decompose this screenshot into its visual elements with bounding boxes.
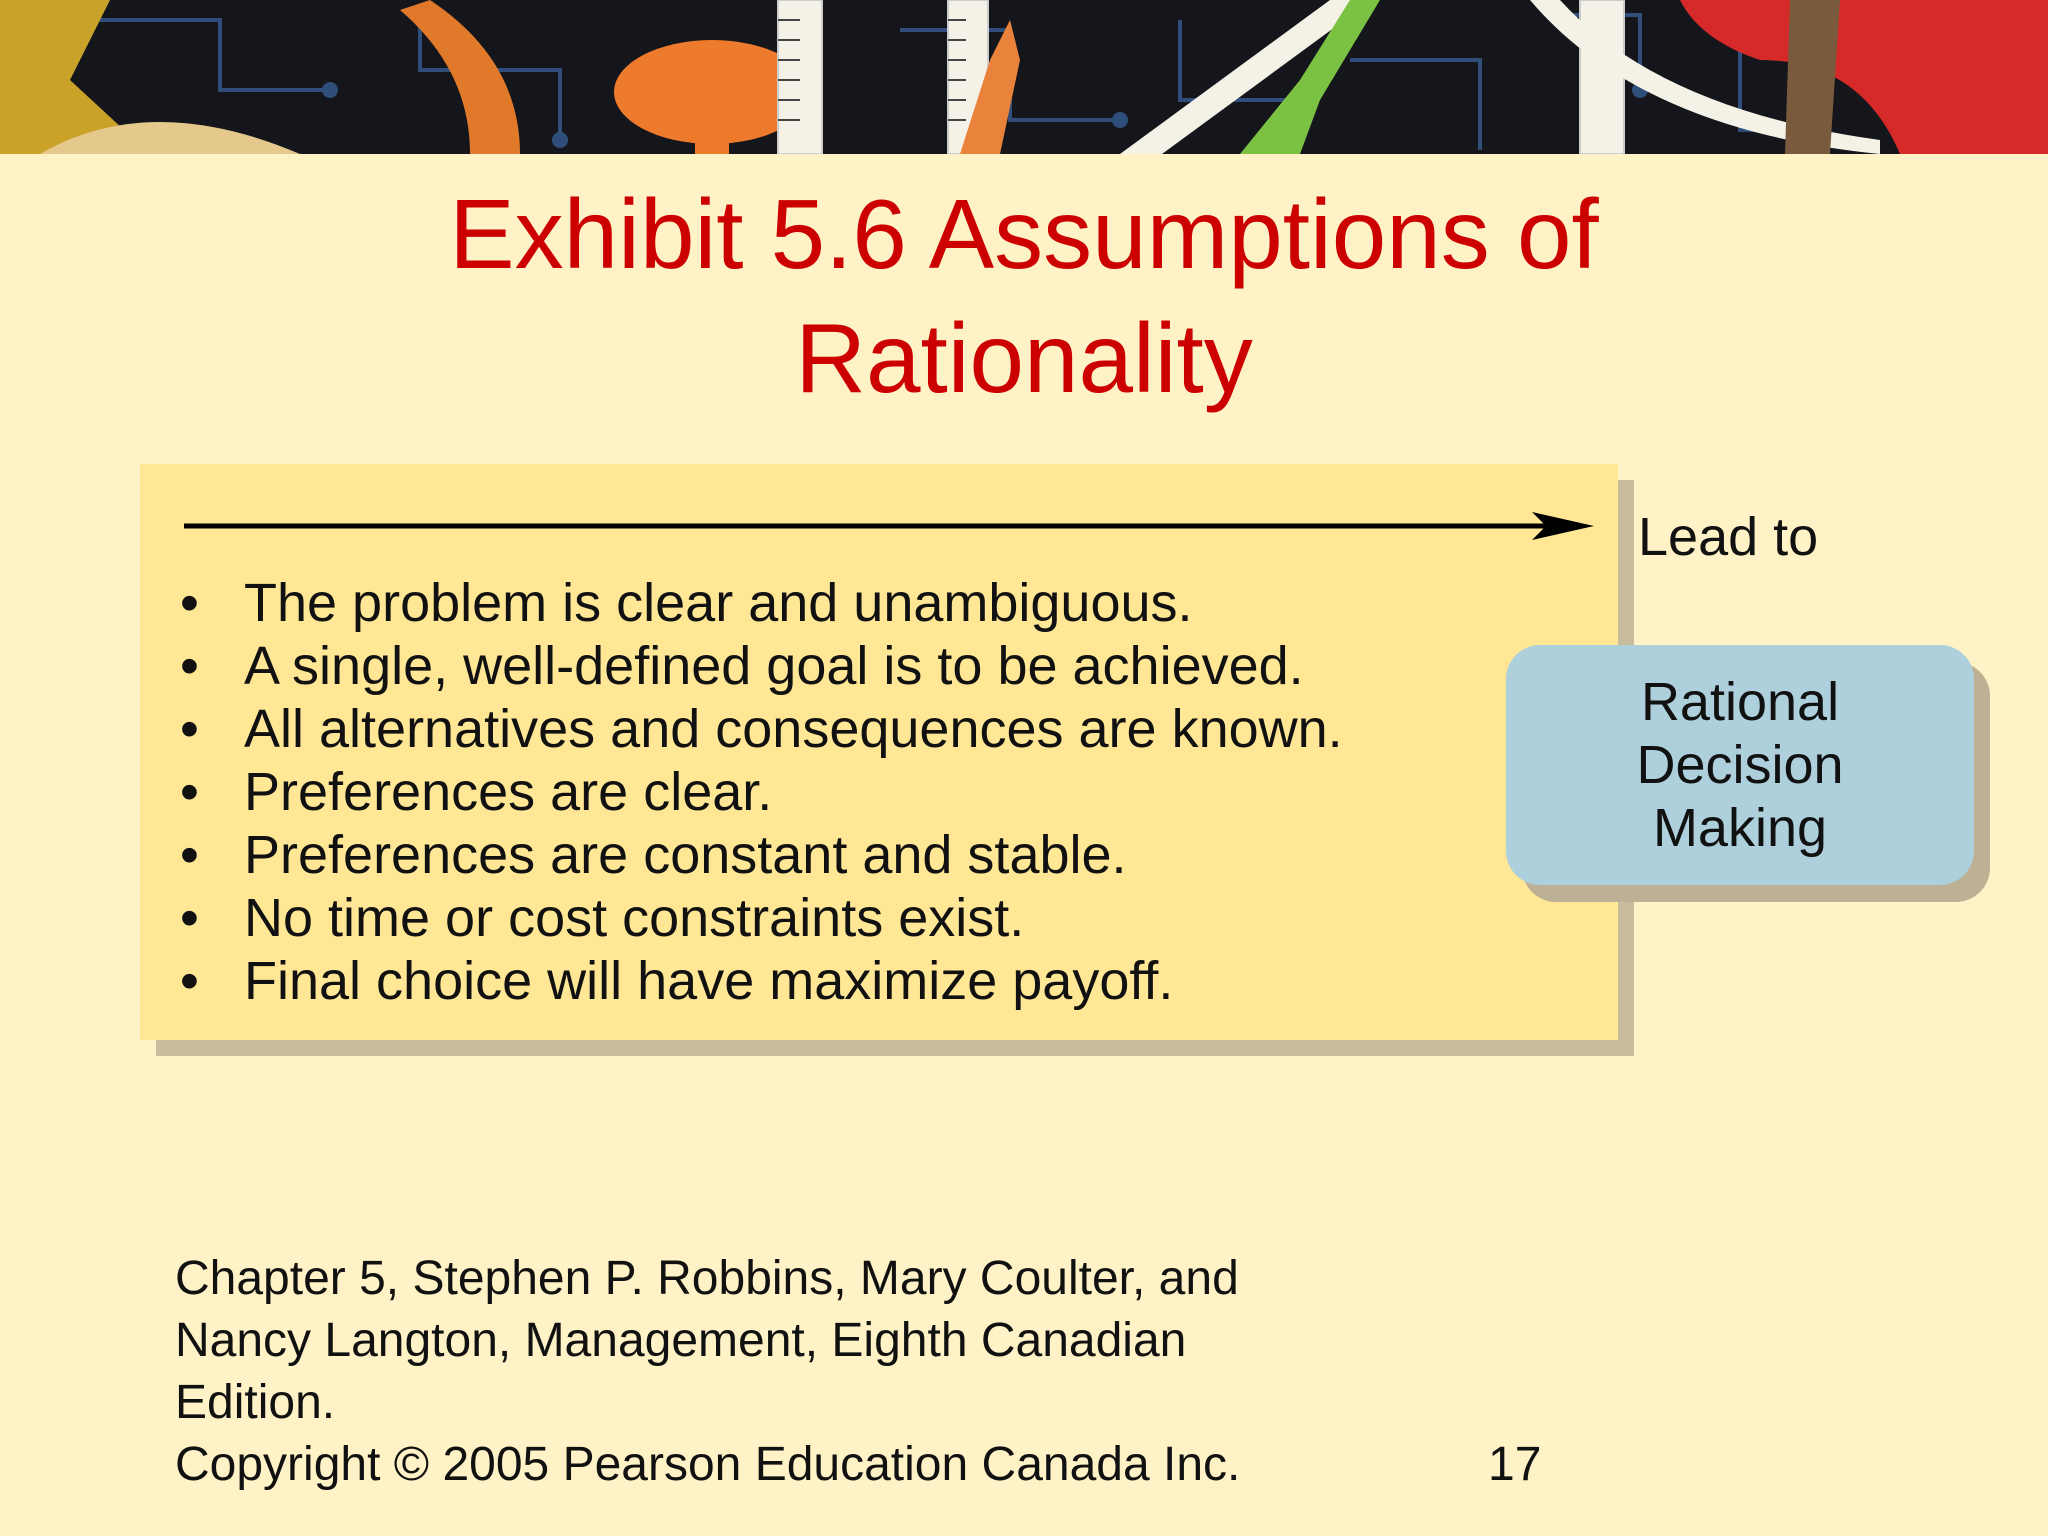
list-item: • The problem is clear and unambiguous. <box>180 572 1343 635</box>
list-item: • All alternatives and consequences are known. <box>180 698 1343 761</box>
banner-illustration <box>0 0 2048 154</box>
list-item: • No time or cost constraints exist. <box>180 887 1343 950</box>
outcome-label-line: Rational <box>1640 671 1840 732</box>
copyright-line: Copyright © 2005 Pearson Education Canada Inc. <box>175 1438 1241 1491</box>
decorative-banner <box>0 0 2048 154</box>
list-item: • Preferences are constant and stable. <box>180 824 1343 887</box>
lead-to-label: Lead to <box>1638 507 1819 567</box>
outcome-box <box>1506 645 1974 885</box>
outcome-label <box>1636 671 1843 860</box>
outcome-label-line: Making <box>1652 797 1828 858</box>
citation-line: Nancy Langton, Management, Eighth Canadian <box>175 1314 1187 1367</box>
slide-title-line-2: Rationality <box>795 303 1253 413</box>
lead-to-arrow <box>180 508 1600 544</box>
slide-title <box>0 172 2048 420</box>
citation-footer <box>175 1248 1240 1496</box>
assumption-list <box>180 572 1343 1013</box>
citation-line: Edition. <box>175 1376 336 1429</box>
list-item: • Preferences are clear. <box>180 761 1343 824</box>
outcome-label-line: Decision <box>1636 734 1844 795</box>
citation-line: Chapter 5, Stephen P. Robbins, Mary Coulter, and <box>175 1252 1239 1305</box>
list-item: • A single, well-defined goal is to be achieved. <box>180 635 1343 698</box>
page-number: 17 <box>1488 1438 1542 1491</box>
slide-title-line-1: Exhibit 5.6 Assumptions of <box>449 179 1599 289</box>
list-item: • Final choice will have maximize payoff. <box>180 950 1343 1013</box>
